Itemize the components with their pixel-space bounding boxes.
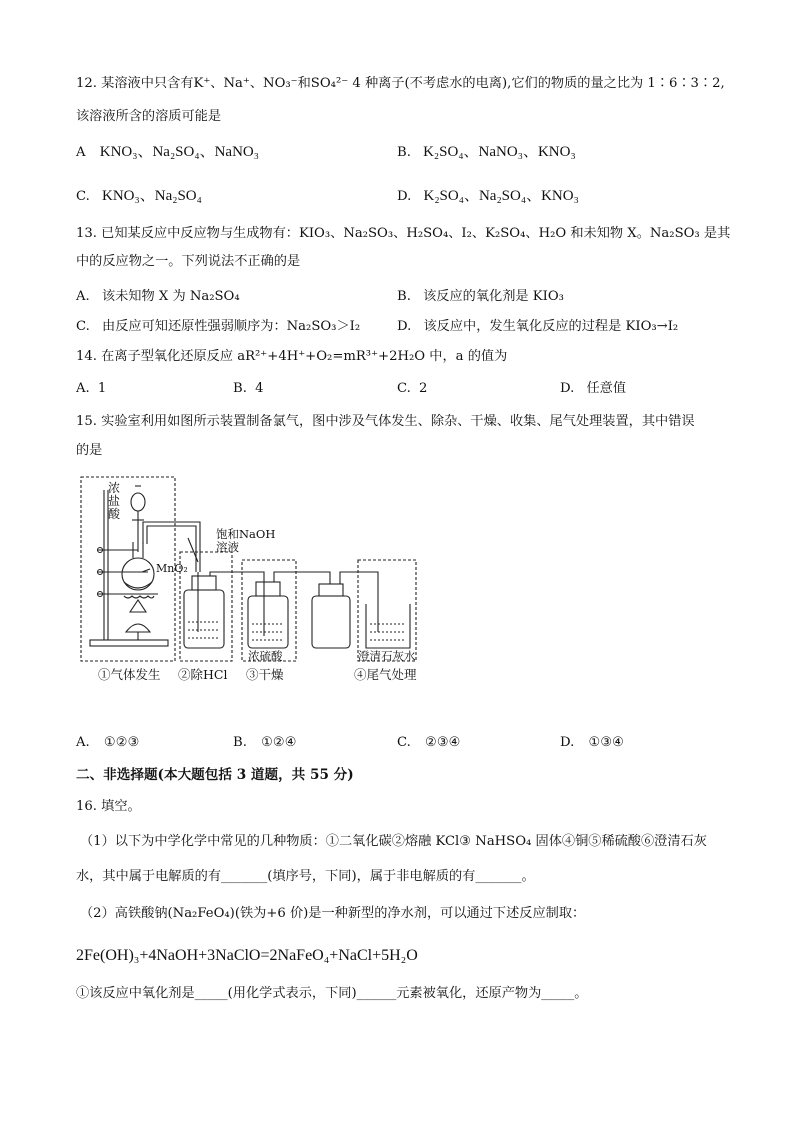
q13-option-a[interactable] — [76, 288, 240, 306]
q13-line2: 中的反应物之一。下列说法不正确的是 — [76, 254, 301, 269]
q12-option-d[interactable] — [397, 187, 579, 206]
q14-option-c[interactable] — [397, 380, 427, 398]
q14-option-b[interactable] — [233, 380, 263, 398]
option-label: B. — [397, 289, 411, 304]
option-label: B. — [233, 735, 247, 750]
option-text: ②③④ — [425, 735, 461, 750]
bottle-collection — [312, 596, 350, 648]
q15-line2: 的是 — [76, 443, 103, 458]
label-limewater: 澄清石灰水 — [358, 649, 416, 663]
bottle-naoh — [184, 590, 224, 648]
q13-option-c[interactable] — [76, 318, 360, 336]
q12-line1: 12. 某溶液中只含有K⁺、Na⁺、NO₃⁻和SO₄²⁻ 4 种离子(不考虑水的电离),它们的物质的量之比为 1∶6∶3∶2, — [76, 76, 725, 91]
q14-option-d[interactable] — [560, 380, 626, 398]
option-label: B. — [397, 145, 411, 160]
q12-option-a[interactable] — [76, 143, 259, 162]
beaker — [366, 604, 410, 648]
q16-p2-line1: （2）高铁酸钠(Na₂FeO₄)(铁为+6 价)是一种新型的净水剂，可以通过下述反应制取： — [80, 906, 586, 921]
q15-option-d[interactable] — [560, 734, 624, 752]
label-naoh: 饱和NaOH 溶液 — [216, 527, 276, 554]
option-text: K₂SO₄、NaNO₃、KNO₃ — [423, 144, 576, 160]
label-h2so4: 浓硫酸 — [248, 649, 283, 663]
option-text: 任意值 — [586, 381, 627, 396]
q16-p2-line3: ①该反应中氧化剂是_____(用化学式表示，下同)______元素被氧化，还原产物为_____。 — [76, 986, 588, 1001]
section-heading: 二、非选择题(本大题包括 3 道题，共 55 分) — [76, 767, 354, 783]
q13-option-b[interactable] — [397, 288, 564, 306]
option-label: D. — [560, 735, 575, 750]
option-label: C. — [76, 319, 90, 334]
option-text: ①②③ — [103, 735, 140, 750]
option-text: K₂SO₄、Na₂SO₄、KNO₃ — [423, 188, 579, 204]
option-text: KNO₃、Na₂SO₄ — [102, 188, 202, 204]
option-label: C. — [397, 735, 411, 750]
option-text: 4 — [255, 381, 264, 396]
q15-option-a[interactable] — [76, 734, 139, 752]
option-label: A. — [76, 735, 90, 750]
option-text: 由反应可知还原性强弱顺序为：Na₂SO₃＞I₂ — [102, 319, 361, 334]
q15-option-b[interactable] — [233, 734, 297, 752]
box-tail-gas — [358, 560, 416, 661]
q13-line1: 13. 已知某反应中反应物与生成物有：KIO₃、Na₂SO₃、H₂SO₄、I₂、K₂SO₄、H₂O 和未知物 X。Na₂SO₃ 是其 — [76, 226, 731, 241]
q16-p1-line1: （1）以下为中学化学中常见的几种物质：①二氧化碳②熔融 KCl③ NaHSO₄ 固体④铜⑤稀硫酸⑥澄清石灰 — [80, 834, 707, 849]
caption-gas-generation: ①气体发生 — [98, 667, 161, 682]
caption-remove-hcl: ②除HCl — [178, 667, 228, 682]
option-label: A — [76, 145, 86, 160]
caption-tail-gas: ④尾气处理 — [354, 667, 417, 682]
option-text: ①③④ — [588, 735, 624, 750]
q13-option-d[interactable] — [397, 318, 678, 336]
q12-line2: 该溶液所含的溶质可能是 — [76, 109, 222, 124]
option-text: 该反应的氧化剂是 KIO₃ — [423, 289, 564, 304]
q12-option-b[interactable] — [397, 143, 576, 162]
option-label: D. — [560, 381, 575, 396]
option-label: A. — [76, 381, 90, 396]
option-text: ①②④ — [261, 735, 297, 750]
label-mno2: MnO₂ — [156, 562, 188, 575]
option-text: KNO₃、Na₂SO₄、NaNO₃ — [99, 144, 259, 160]
option-text: 该未知物 X 为 Na₂SO₄ — [101, 289, 240, 304]
option-text: 该反应中，发生氧化反应的过程是 KIO₃→I₂ — [423, 319, 679, 334]
q16-title: 16. 填空。 — [76, 799, 141, 814]
q14-option-a[interactable] — [76, 380, 106, 398]
option-label: D. — [397, 189, 412, 204]
label-conc-hcl: 浓 盐 酸 — [108, 481, 121, 521]
option-text: 1 — [97, 381, 107, 396]
option-label: C. — [397, 381, 411, 396]
q12-option-c[interactable] — [76, 187, 202, 206]
q16-equation: 2Fe(OH)₃+4NaOH+3NaClO=2NaFeO₄+NaCl+5H₂O — [76, 947, 418, 964]
q14-line1: 14. 在离子型氧化还原反应 aR²⁺+4H⁺+O₂=mR³⁺+2H₂O 中，a 的值为 — [76, 349, 508, 364]
q15-option-c[interactable] — [397, 734, 460, 752]
option-label: C. — [76, 189, 90, 204]
q16-p1-line2: 水，其中属于电解质的有_______(填序号，下同)，属于非电解质的有_______。 — [76, 869, 535, 884]
caption-drying: ③干燥 — [246, 667, 284, 682]
option-label: A. — [76, 289, 90, 304]
option-label: B. — [233, 381, 247, 396]
option-label: D. — [397, 319, 412, 334]
option-text: 2 — [419, 381, 428, 396]
q15-line1: 15. 实验室利用如图所示装置制备氯气，图中涉及气体发生、除杂、干燥、收集、尾气处理装置，其中错误 — [76, 414, 695, 429]
